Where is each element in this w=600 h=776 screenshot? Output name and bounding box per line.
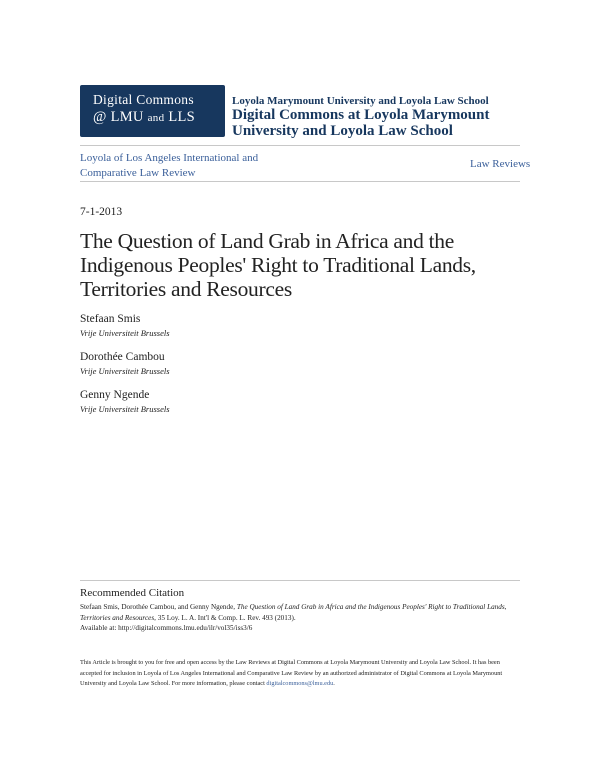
logo-text-lls: LLS <box>164 109 196 125</box>
article-title: The Question of Land Grab in Africa and the Indigenous Peoples' Right to Traditional Lands, Territories and Resources <box>80 229 476 301</box>
logo-line-2 <box>93 108 225 127</box>
author-affiliation: Vrije Universiteit Brussels <box>80 366 170 376</box>
author-affiliation: Vrije Universiteit Brussels <box>80 328 170 338</box>
recommended-citation-text <box>80 602 520 634</box>
header-rule-bottom <box>80 181 520 182</box>
author-name[interactable]: Stefaan Smis <box>80 313 141 325</box>
journal-link[interactable]: Loyola of Los Angeles International and Comparative Law Review <box>80 152 259 179</box>
access-notice-end: . <box>333 680 335 687</box>
institution-name[interactable]: Loyola Marymount University and Loyola Law School <box>232 95 489 107</box>
citation-rule <box>80 580 520 581</box>
repository-name[interactable]: Digital Commons at Loyola Marymount University and Loyola Law School <box>232 107 490 139</box>
citation-authors: Stefaan Smis, Dorothée Cambou, and Genny Ngende, <box>80 603 237 611</box>
digital-commons-logo[interactable] <box>80 85 225 137</box>
author-name[interactable]: Dorothée Cambou <box>80 351 165 363</box>
contact-email-link[interactable]: digitalcommons@lmu.edu <box>266 680 334 687</box>
logo-text-lmu: @ LMU <box>93 109 148 125</box>
header-rule-top <box>80 145 520 146</box>
citation-available-link[interactable]: Available at: http://digitalcommons.lmu.edu/ilr/vol35/iss3/6 <box>80 624 253 632</box>
recommended-citation-heading: Recommended Citation <box>80 587 185 599</box>
law-reviews-link[interactable]: Law Reviews <box>470 158 531 170</box>
access-notice-text: This Article is brought to you for free and open access by the Law Reviews at Digital Commons at Loyola Marymount University and Loyola Law School. It has been accepted for inclusion in Loyola of Los Angeles International and Comparative Law Review by an authorized administrator of Digital Commons at Loyola Marymount University and Loyola Law School. For more information, please contact <box>80 659 503 687</box>
publication-date: 7-1-2013 <box>80 206 123 218</box>
access-notice <box>80 658 520 690</box>
logo-line-1: Digital Commons <box>93 92 194 107</box>
citation-source: , 35 Loy. L. A. Int'l & Comp. L. Rev. 493 (2013). <box>154 613 296 622</box>
author-name[interactable]: Genny Ngende <box>80 389 150 401</box>
logo-text-and: and <box>147 112 165 124</box>
citation-title: The Question of Land Grab in Africa and the Indigenous Peoples' Right to Traditional Lands, Territories and Resources <box>80 603 507 622</box>
author-affiliation: Vrije Universiteit Brussels <box>80 404 170 414</box>
